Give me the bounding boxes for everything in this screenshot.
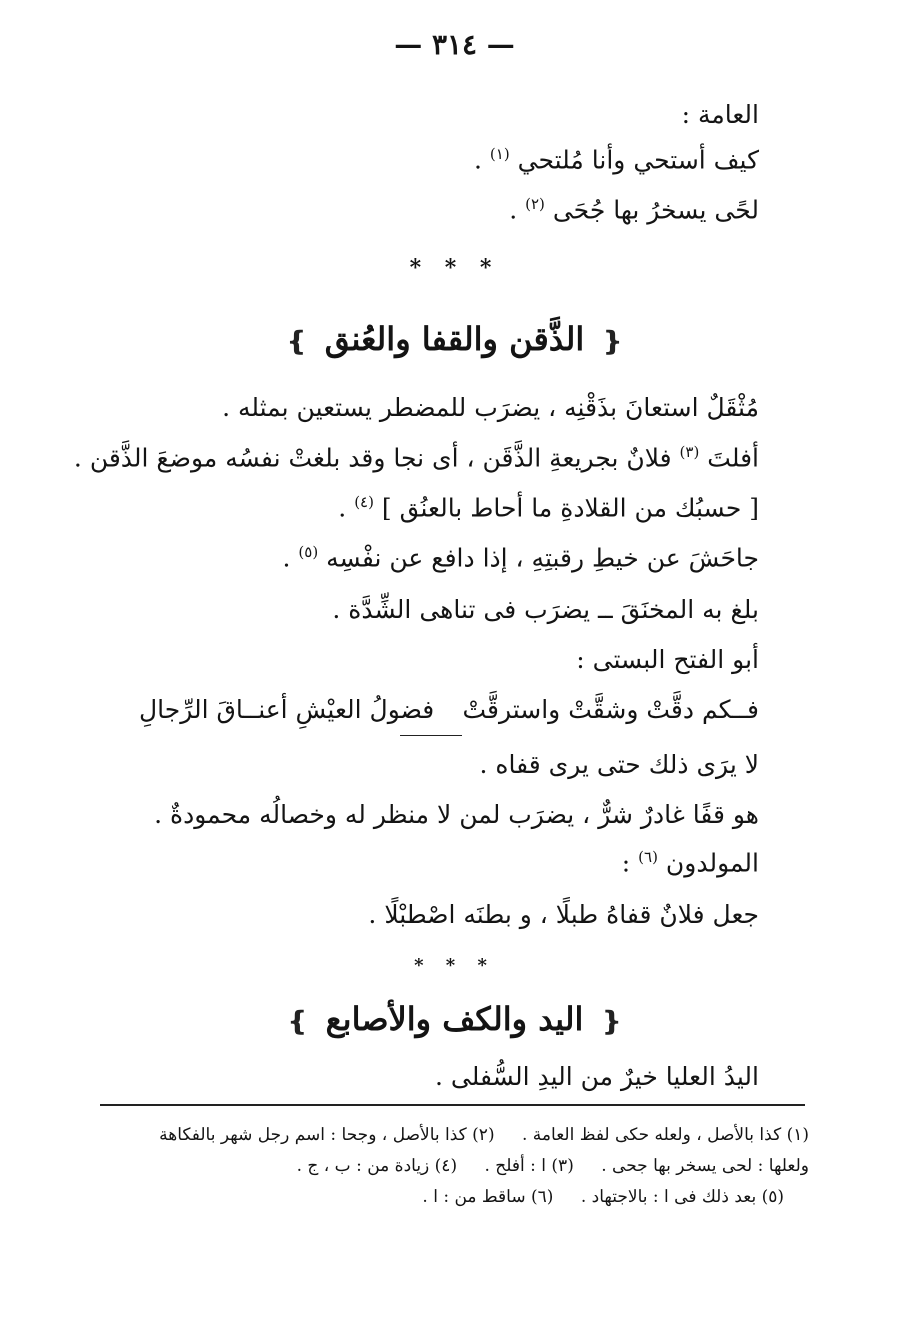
footnote-ref[interactable]: (٦) — [638, 848, 658, 866]
line-end: . — [474, 145, 482, 175]
line-end: . — [509, 195, 518, 225]
line-text: أفلتَ — [699, 443, 759, 473]
section-separator: * * * — [409, 255, 500, 281]
section-separator: * * * — [414, 955, 495, 976]
line-text: [ حسبُك من القلادةِ ما أحاط بالعنُق ] — [381, 493, 759, 523]
footnote: (٦) ساقط من : ا . — [422, 1187, 554, 1207]
line-end: . — [282, 543, 291, 573]
line-text: فلانٌ بجريعةِ الذَّقَن ، أى نجا وقد بلغتْ نفسُه موضعَ الذَّقن . — [73, 443, 672, 473]
footnote-ref[interactable]: (٤) — [354, 493, 374, 511]
footnote: (٥) بعد ذلك فى ا : بالاجتهاد . — [580, 1187, 784, 1207]
footnote-line — [400, 1187, 784, 1207]
ornament-right-icon: ❴ — [600, 1007, 623, 1037]
text-line: العامة : — [681, 100, 759, 129]
line-end: . — [338, 493, 347, 523]
footnote: (٤) زيادة من : ب ، ج . — [296, 1156, 458, 1176]
line-text: لحًى يسخرُ بها جُحَى — [552, 195, 759, 225]
text-line: هو قفًا غادرٌ شرٌّ ، يضرَب لمن لا منظر له وخصالُه محمودةٌ . — [154, 800, 759, 829]
text-line: أبو الفتح البستى : — [576, 645, 759, 674]
verse-first-hemistich: فــكم دقَّتْ وشقَّتْ واسترقَّتْ — [462, 695, 759, 724]
ornament-left-icon: ❵ — [286, 1007, 309, 1037]
text-line: بلغ به المخنَقَ ــ يضرَب فى تناهى الشِّدَّة . — [332, 595, 759, 624]
line-text: جاحَشَ عن خيطِ رقبتِهِ ، إذا دافع عن نفْسِه — [326, 543, 759, 573]
footnote-ref[interactable]: (٢) — [525, 195, 545, 213]
text-line — [74, 443, 759, 473]
text-line — [509, 195, 759, 225]
footnote-ref[interactable]: (٥) — [298, 543, 319, 561]
text-line — [622, 848, 759, 878]
footnote-separator — [100, 1104, 805, 1106]
footnote-line — [137, 1125, 809, 1145]
line-end: : — [621, 848, 631, 878]
section-heading — [0, 320, 909, 358]
text-line: جعل فلانٌ قفاهُ طبلًا ، و بطنَه اصْطبْلًا . — [368, 900, 759, 929]
heading-text: الذَّقن والقفا والعُنق — [324, 320, 585, 358]
text-line — [283, 543, 760, 573]
line-text: المولدون — [665, 848, 759, 878]
ornament-right-icon: ❴ — [601, 327, 624, 357]
verse-second-hemistich: فضولُ العيْشِ أعنــاقَ الرِّجالِ — [139, 695, 435, 724]
text-line: اليدُ العليا خيرٌ من اليدِ السُّفلى . — [435, 1062, 759, 1091]
footnote-ref[interactable]: (٣) — [679, 443, 700, 461]
text-line: لا يرَى ذلك حتى يرى قفاه . — [479, 750, 759, 779]
text-line — [474, 145, 759, 175]
line-text: كيف أستحي وأنا مُلتحي — [517, 145, 759, 175]
page-number: — ٣١٤ — — [394, 28, 515, 61]
text-line: مُثْقَلٌ استعانَ بذَقْنِه ، يضرَب للمضطر يستعين بمثله . — [222, 393, 759, 422]
footnote: ولعلها : لحى يسخر بها جحى . — [601, 1156, 809, 1176]
footnote-line — [275, 1156, 809, 1176]
ornament-left-icon: ❵ — [285, 327, 308, 357]
footnote: (٢) كذا بالأصل ، وجحا : اسم رجل شهر بالفكاهة — [159, 1125, 495, 1145]
text-line — [338, 493, 759, 523]
footnote: (١) كذا بالأصل ، ولعله حكى لفظ العامة . — [521, 1125, 809, 1145]
section-heading — [0, 1000, 909, 1038]
footnote: (٣) ا : أفلح . — [484, 1156, 574, 1176]
verse-divider — [400, 735, 462, 736]
heading-text: اليد والكف والأصابع — [325, 1000, 584, 1038]
footnote-ref[interactable]: (١) — [489, 145, 510, 163]
